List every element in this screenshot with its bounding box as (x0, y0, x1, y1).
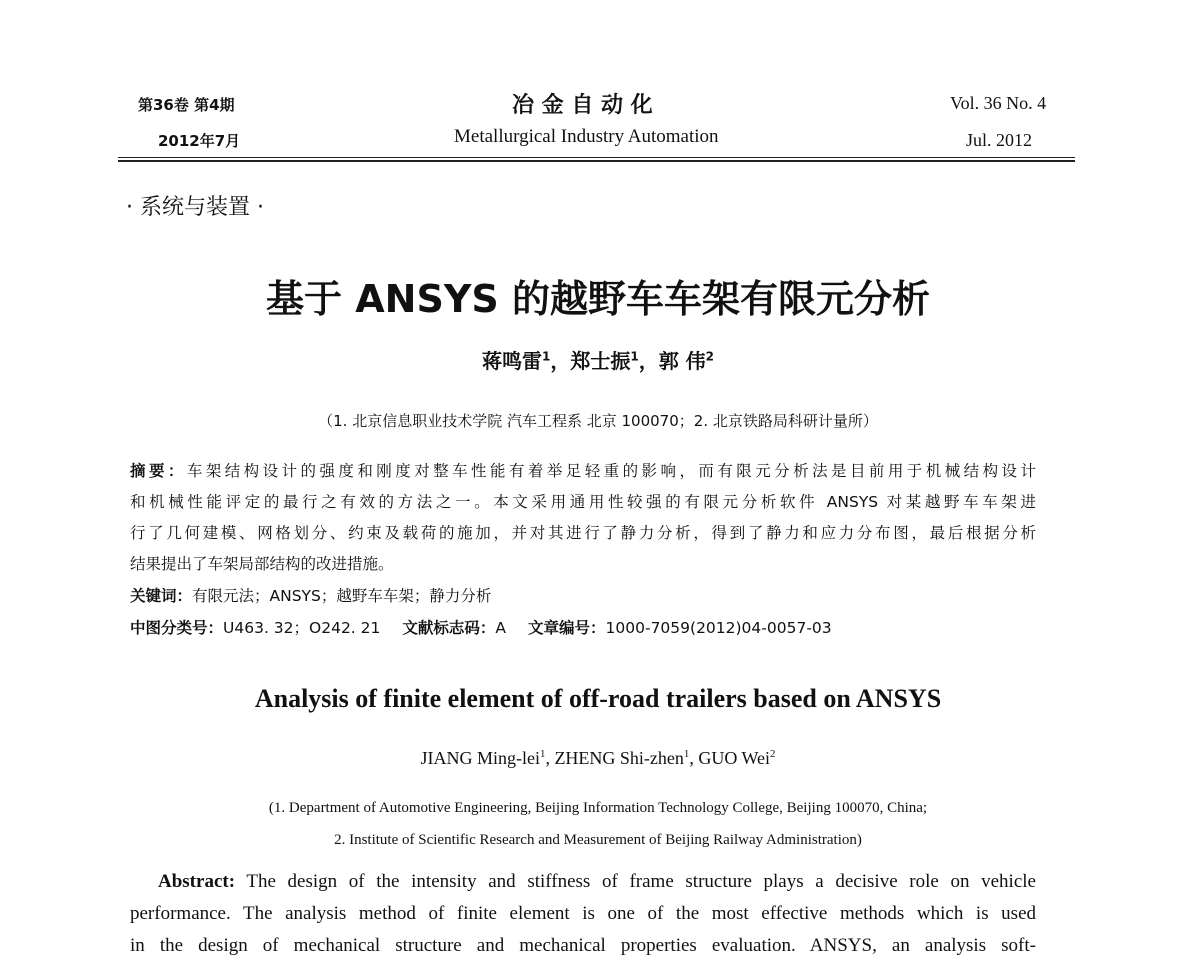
affiliation-mark: 1 (540, 748, 546, 760)
affiliation-cn: （1. 北京信息职业技术学院 汽车工程系 北京 100070；2. 北京铁路局科研计量所） (318, 412, 878, 430)
abstract-line (158, 871, 1036, 893)
paper-title-en: Analysis of finite element of off-road trailers based on ANSYS (254, 684, 942, 713)
affiliation-mark: 1 (683, 748, 690, 760)
author: ZHENG Shi-zhen (554, 748, 684, 768)
abstract-text: 车架结构设计的强度和刚度对整车性能有着举足轻重的影响，而有限元分析法是目前用于机械结构设计 (186, 462, 1036, 480)
affiliation-en-line: (1. Department of Automotive Engineering, Beijing Information Technology College, Beijing 100070, China; (268, 800, 928, 816)
keywords-text: 有限元法；ANSYS；越野车车架；静力分析 (192, 587, 492, 605)
section-label: · 系统与装置 · (126, 195, 264, 220)
article-no-value: 1000-7059(2012)04-0057-03 (605, 619, 832, 637)
author: 郑士振 (570, 349, 631, 373)
abstract-line: 和机械性能评定的最行之有效的方法之一。本文采用通用性较强的有限元分析软件 ANSYS 对某越野车车架进 (130, 493, 1036, 511)
keywords-cn (130, 584, 1036, 606)
abstract-line: performance. The analysis method of finite element is one of the most effective methods which is used (130, 903, 1036, 924)
affiliation-mark: 2 (705, 349, 715, 364)
affiliation-mark: 2 (770, 748, 776, 760)
header-rule-top (118, 157, 1075, 158)
doc-code-value: A (495, 619, 507, 637)
journal-title-en: Metallurgical Industry Automation (454, 126, 719, 147)
abstract-line: in the design of mechanical structure and mechanical properties evaluation. ANSYS, an analysis soft- (130, 935, 1036, 956)
keywords-label: 关键词： (130, 587, 193, 605)
date-cn: 2012年7月 (158, 132, 241, 150)
abstract-text: The design of the intensity and stiffness of frame structure plays a decisive role on vehicle (235, 871, 1036, 892)
paper-title-cn: 基于 ANSYS 的越野车车架有限元分析 (266, 277, 930, 321)
abstract-line: 结果提出了车架局部结构的改进措施。 (130, 555, 394, 573)
affiliation-en-line: 2. Institute of Scientific Research and Measurement of Beijing Railway Administration) (334, 832, 862, 848)
doc-code-label: 文献标志码： (402, 619, 496, 637)
clc-value: U463. 32；O242. 21 (223, 619, 381, 637)
authors-cn: 蒋鸣雷$^1$，郑士振$^1$，郭 伟$^2$ (481, 349, 715, 373)
author: JIANG Ming-lei (420, 748, 541, 768)
header-rule-bottom (118, 160, 1075, 162)
abstract-line (130, 459, 1036, 481)
abstract-label: Abstract: (158, 871, 236, 892)
affiliation-mark: 1 (630, 349, 639, 364)
volume-issue-en: Vol. 36 No. 4 (950, 93, 1047, 113)
abstract-label: 摘要： (130, 462, 187, 480)
classification-info (130, 616, 1036, 638)
author: GUO Wei (698, 748, 771, 768)
article-no-label: 文章编号： (528, 619, 606, 637)
author: 郭 伟 (658, 349, 706, 373)
date-en: Jul. 2012 (966, 130, 1033, 150)
author: 蒋鸣雷 (481, 349, 542, 373)
affiliation-mark: 1 (541, 349, 551, 364)
clc-label: 中图分类号： (130, 619, 224, 637)
authors-en: JIANG Ming-lei$^1$, ZHENG Shi-zhen$^1$, GUO Wei$^2$ (420, 748, 776, 768)
abstract-line: 行了几何建模、网格划分、约束及载荷的施加，并对其进行了静力分析，得到了静力和应力分布图，最后根据分析 (130, 524, 1036, 542)
journal-title-cn: 冶 金 自 动 化 (512, 93, 653, 118)
volume-issue-cn: 第36卷 第4期 (138, 96, 235, 114)
